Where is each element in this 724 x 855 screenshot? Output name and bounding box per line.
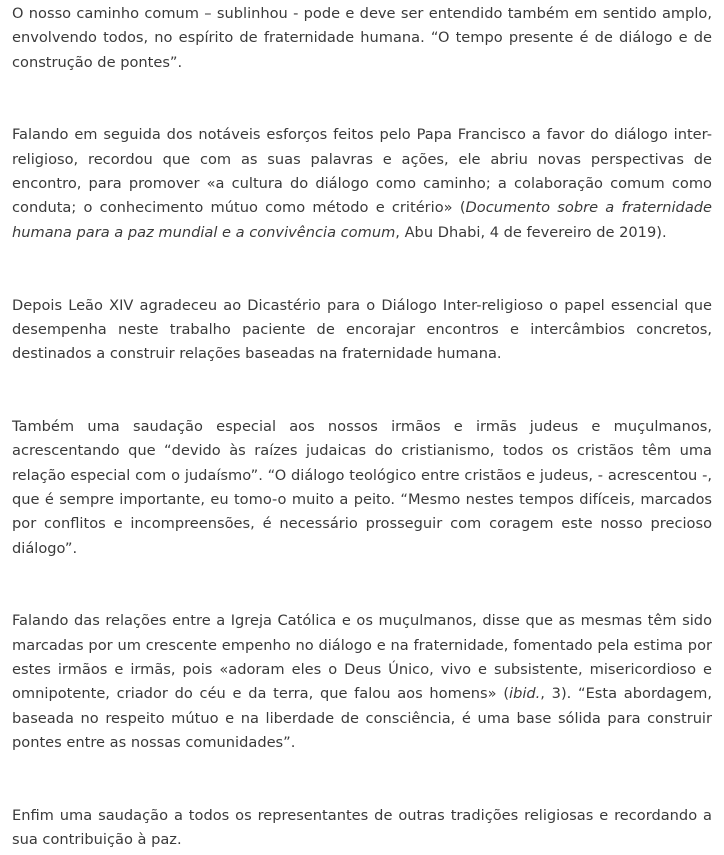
paragraph-text: O nosso caminho comum – sublinhou - pode e deve ser entendido também em sentido amplo, envolvendo todos, no espírito de fraternidade humana. “O tempo presente é de diálogo e de construção de pontes”.: [12, 5, 712, 71]
paragraph-text: Falando em seguida dos notáveis esforços feitos pelo Papa Francisco a favor do diálogo inter-religioso, recordou que com as suas palavras e ações, ele abriu novas perspectivas de encontro, para promover «a cultura do diálogo como caminho; a colaboração comum como conduta; o conhecimento mútuo como método e critério» (: [12, 126, 712, 217]
paragraph-text: Falando das relações entre a Igreja Católica e os muçulmanos, disse que as mesmas têm sido marcadas por um crescente empenho no diálogo e na fraternidade, fomentado pela estima por estes irmãos e irmãs, pois «adoram eles o Deus Único, vivo e subsistente, misericordioso e omnipotente, criador do céu e da terra, que falou aos homens» (: [12, 612, 712, 703]
paragraph-text: , Abu Dhabi, 4 de fevereiro de 2019).: [395, 223, 667, 241]
paragraph-4: [12, 415, 712, 561]
paragraph-1: [12, 2, 712, 75]
paragraph-5: [12, 609, 712, 755]
paragraph-text: Depois Leão XIV agradeceu ao Dicastério para o Diálogo Inter-religioso o papel essencial que desempenha neste trabalho paciente de encorajar encontros e intercâmbios concretos, destinados a construir relações baseadas na fraternidade humana.: [12, 296, 712, 363]
paragraph-text: Enfim uma saudação a todos os representantes de outras tradições religiosas e recordando a sua contribuição à paz.: [12, 806, 712, 849]
paragraph-2: [12, 123, 712, 244]
paragraph-text: , 3). “Esta abordagem, baseada no respeito mútuo e na liberdade de consciência, é uma base sólida para construir pontes entre as nossas comunidades”.: [12, 685, 712, 751]
paragraph-6: [12, 804, 712, 853]
ibid-citation: ibid.: [509, 685, 541, 703]
paragraph-text: Também uma saudação especial aos nossos irmãos e irmãs judeus e muçulmanos, acrescentando que “devido às raízes judaicas do cristianismo, todos os cristãos têm uma relação especial com o judaísmo”. “O diálogo teológico entre cristãos e judeus, - acrescentou -, que é sempre importante, eu tomo-o muito a peito. “Mesmo nestes tempos difíceis, marcados por conflitos e incompreensões, é necessário prosseguir com coragem este nosso precioso diálogo”.: [12, 418, 712, 557]
paragraph-3: [12, 294, 712, 367]
article-body: [0, 2, 724, 852]
document-title-citation: Documento sobre a fraternidade humana para a paz mundial e a convivência comum: [12, 199, 713, 241]
